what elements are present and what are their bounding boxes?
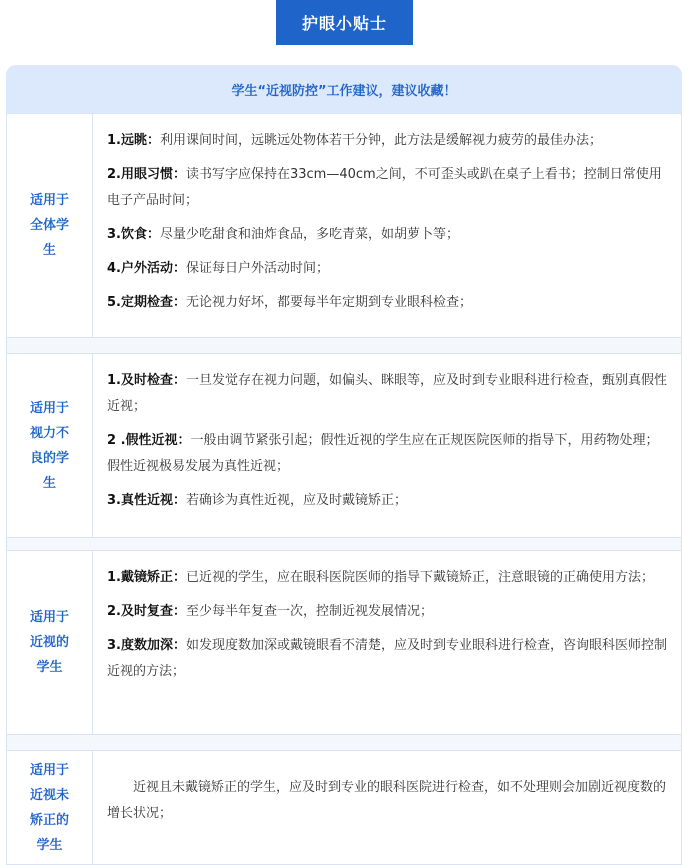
section-label — [7, 114, 93, 337]
label-line: 学生 — [36, 660, 63, 675]
label-line: 适用于 — [29, 610, 69, 625]
label-line: 全体学 — [29, 218, 69, 233]
tip-item: 1.及时检查：一旦发觉存在视力问题，如偏头、眯眼等，应及时到专业眼科进行检查，甄别真假性近视； — [107, 373, 667, 414]
label-line: 生 — [42, 243, 56, 258]
tip-item: 4.户外活动：保证每日户外活动时间； — [107, 261, 329, 276]
tip-item: 2.及时复查：至少每半年复查一次，控制近视发展情况； — [107, 604, 433, 619]
tip-item: 2.用眼习惯：读书写字应保持在33cm—40cm之间，不可歪头或趴在桌子上看书；控制日常使用电子产品时间； — [107, 167, 662, 208]
section-content — [93, 114, 681, 337]
tip-paragraph: 近视且未戴镜矫正的学生，应及时到专业的眼科医院进行检查，如不处理则会加剧近视度数的增长状况； — [107, 780, 667, 821]
tip-item: 2 .假性近视：一般由调节紧张引起；假性近视的学生应在正规医院医师的指导下，用药物处理；假性近视极易发展为真性近视； — [107, 433, 659, 474]
section-label — [7, 751, 93, 864]
section-label — [7, 551, 93, 734]
divider — [6, 735, 682, 750]
tip-item: 3.饮食：尽量少吃甜食和油炸食品，多吃青菜，如胡萝卜等； — [107, 227, 459, 242]
section-content — [93, 354, 681, 537]
label-line: 视力不 — [29, 425, 69, 441]
label-line: 生 — [42, 475, 56, 491]
label-line: 近视的 — [29, 635, 69, 650]
tip-item: 1.戴镜矫正：已近视的学生，应在眼科医院医师的指导下戴镜矫正，注意眼镜的正确使用方法； — [107, 570, 654, 585]
section-uncorrected-myopia — [6, 750, 682, 865]
tip-item: 3.度数加深：如发现度数加深或戴镜眼看不清楚，应及时到专业眼科进行检查，咨询眼科医师控制近视的方法； — [107, 638, 667, 679]
label-line: 学生 — [36, 837, 63, 853]
label-line: 适用于 — [29, 193, 69, 208]
label-line: 近视未 — [29, 787, 69, 803]
divider — [6, 538, 682, 550]
tip-item: 1.远眺：利用课间时间，远眺远处物体若干分钟，此方法是缓解视力疲劳的最佳办法； — [107, 133, 602, 148]
section-content — [93, 751, 681, 864]
label-line: 适用于 — [29, 762, 69, 778]
section-poor-vision — [6, 353, 682, 538]
section-content — [93, 551, 681, 734]
page-title: 护眼小贴士 — [276, 0, 413, 45]
label-line: 适用于 — [29, 400, 69, 416]
section-all-students — [6, 113, 682, 338]
section-myopic — [6, 550, 682, 735]
section-header: 学生“近视防控”工作建议，建议收藏！ — [6, 65, 682, 113]
section-label — [7, 354, 93, 537]
tip-item: 5.定期检查：无论视力好坏，都要每半年定期到专业眼科检查； — [107, 295, 472, 310]
tip-item: 3.真性近视：若确诊为真性近视，应及时戴镜矫正； — [107, 493, 407, 508]
divider — [6, 338, 682, 353]
label-line: 矫正的 — [29, 812, 69, 828]
label-line: 良的学 — [29, 450, 69, 466]
